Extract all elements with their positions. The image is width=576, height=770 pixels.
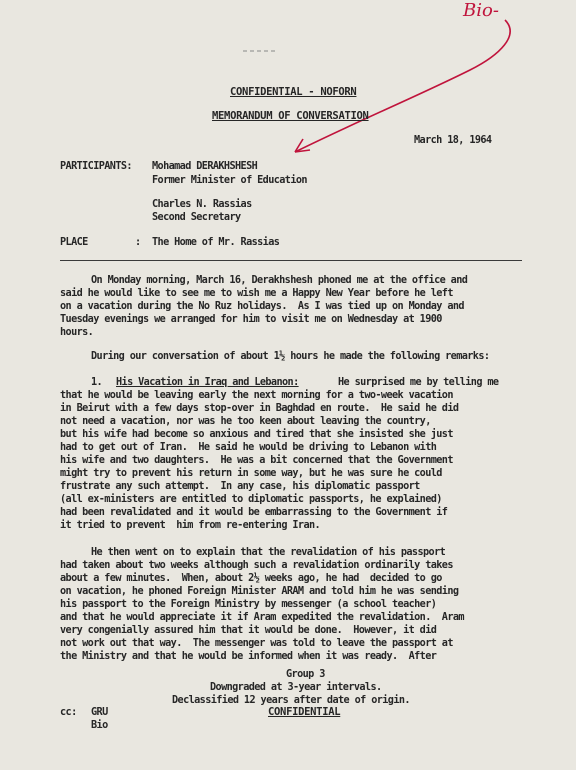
participant-2-name: Charles N. Rassias [152,199,252,210]
item-1-line: that he would be leaving early the next morning for a two-week vacation [60,390,453,401]
intro-line: Tuesday evenings we arranged for him to visit me on Wednesday at 1900 [60,314,442,325]
participant-1-title: Former Minister of Education [152,175,307,186]
intro-line: On Monday morning, March 16, Derakhshesh phoned me at the office and [91,275,468,286]
paragraph-2-line: about a few minutes. When, about 2½ weeks ago, he had decided to go [60,573,442,584]
participant-1-name: Mohamad DERAKHSHESH [152,161,258,172]
paragraph-2-line: the Ministry and that he would be informed when it was ready. After [60,651,437,662]
lead-sentence: During our conversation of about 1½ hours he made the following remarks: [91,351,490,362]
place-colon: : [135,237,141,248]
memo-title: MEMORANDUM OF CONVERSATION [212,110,369,122]
intro-line: on a vacation during the No Ruz holidays. As I was tied up on Monday and [60,301,464,312]
intro-line: said he would like to see me to wish me a Happy New Year before he left [60,288,453,299]
intro-line: hours. [60,327,94,338]
item-1-line: not need a vacation, nor was he too keen about leaving the country, [60,416,431,427]
paragraph-2-line: He then went on to explain that the revalidation of his passport [91,547,446,558]
cc-recipient: GRU [91,707,108,718]
classification-header: CONFIDENTIAL - NOFORN [230,86,357,98]
item-1-line: (all ex-ministers are entitled to diplomatic passports, he explained) [60,494,442,505]
item-1-first-line: He surprised me by telling me [338,377,499,388]
footer-downgrade: Downgraded at 3-year intervals. [210,682,382,693]
participants-label: PARTICIPANTS: [60,161,132,172]
item-1-line: frustrate any such attempt. In any case, his diplomatic passport [60,481,420,492]
item-1-line: had been revalidated and it would be embarrassing to the Government if [60,507,448,518]
paragraph-2-line: and that he would appreciate it if Aram expedited the revalidation. Aram [60,612,464,623]
item-1-line: but his wife had become so anxious and tired that she insisted she just [60,429,453,440]
handwritten-annotation: Bio- [463,0,499,21]
item-1-line: had to get out of Iran. He said he would be driving to Lebanon with [60,442,437,453]
cc-recipient: Bio [91,720,108,731]
place-label: PLACE [60,237,88,248]
footer-classification: CONFIDENTIAL [268,706,341,718]
item-1-line: it tried to prevent him from re-entering Iran. [60,520,321,531]
participant-2-title: Second Secretary [152,212,241,223]
footer-group: Group 3 [286,669,325,680]
cc-label: cc: [60,707,77,718]
item-1-number: 1. [91,377,103,388]
item-1-line: his wife and two daughters. He was a bit concerned that the Government [60,455,453,466]
paragraph-2-line: had taken about two weeks although such a revalidation ordinarily takes [60,560,453,571]
separator-rule [60,260,522,261]
paragraph-2-line: his passport to the Foreign Ministry by messenger (a school teacher) [60,599,437,610]
memo-date: March 18, 1964 [414,135,492,146]
paragraph-2-line: on vacation, he phoned Foreign Minister ARAM and told him he was sending [60,586,459,597]
place-value: The Home of Mr. Rassias [152,237,280,248]
item-1-line: might try to prevent his return in some way, but he was sure he could [60,468,442,479]
paragraph-2-line: not work out that way. The messenger was told to leave the passport at [60,638,453,649]
footer-declassified: Declassified 12 years after date of origin. [172,695,410,706]
item-1-heading: His Vacation in Iraq and Lebanon: [116,377,299,388]
paragraph-2-line: very congenially assured him that it would be done. However, it did [60,625,437,636]
item-1-line: in Beirut with a few days stop-over in Baghdad en route. He said he did [60,403,459,414]
